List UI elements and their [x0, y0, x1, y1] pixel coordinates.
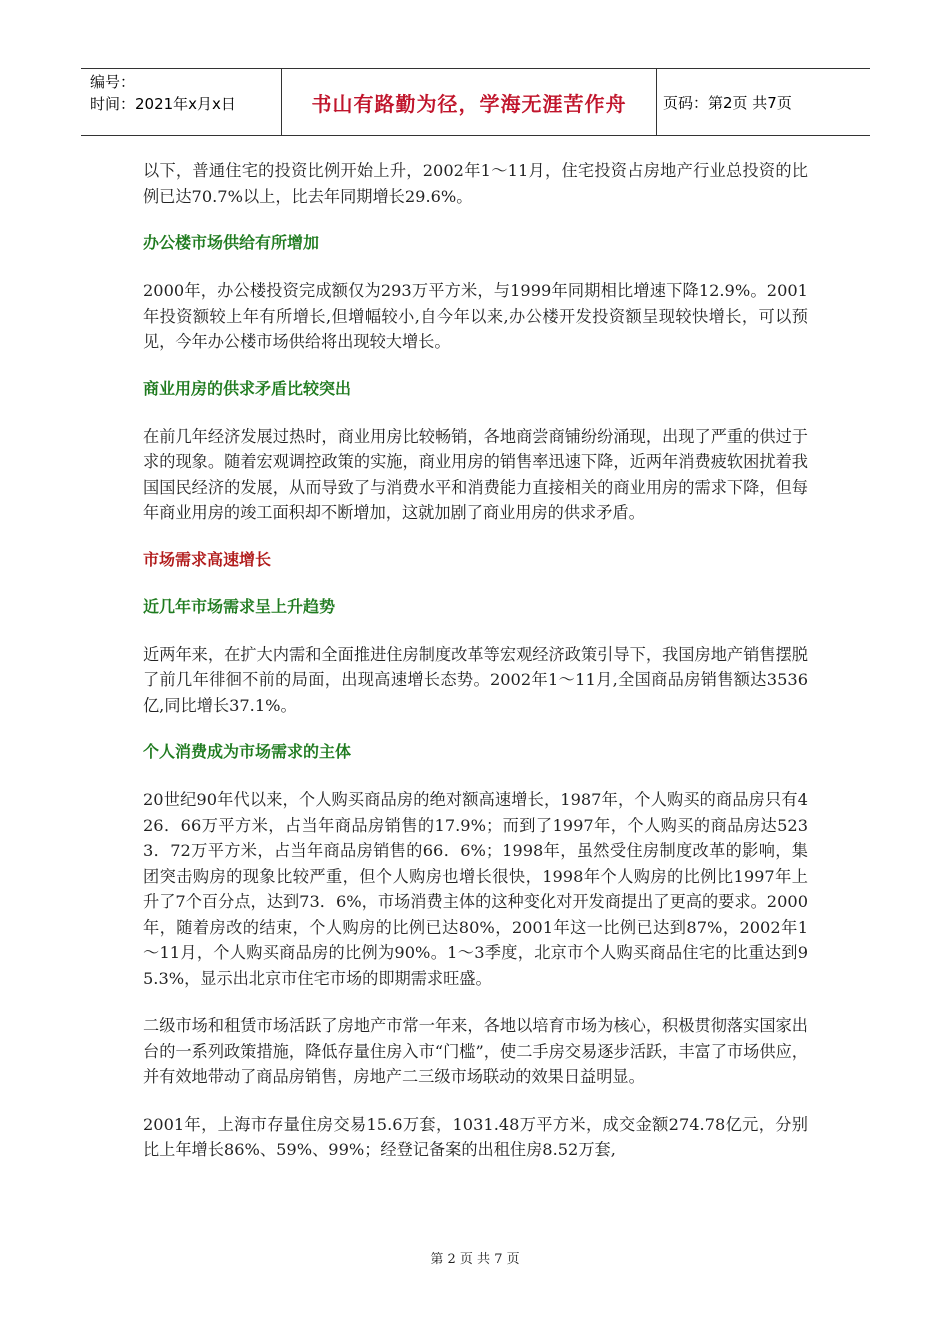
paragraph: 二级市场和租赁市场活跃了房地产市常一年来，各地以培育市场为核心，积极贯彻落实国家出台的一系列政策措施，降低存量住房入市“门槛”，使二手房交易逐步活跃，丰富了市场供应，并有效地带动了商品房销售，房地产二三级市场联动的效果日益明显。: [143, 1016, 808, 1086]
section-heading: 市场需求高速增长: [143, 549, 272, 569]
header-motto-cell: [282, 69, 657, 135]
header-number: 编号：: [90, 73, 136, 91]
section-heading: 个人消费成为市场需求的主体: [143, 742, 352, 761]
paragraph: 近两年来，在扩大内需和全面推进住房制度改革等宏观经济政策引导下，我国房地产销售摆脱了前几年徘徊不前的局面，出现高速增长态势。2002年1～11月,全国商品房销售额达3536亿,同比增长37.1%。: [143, 644, 808, 715]
paragraph: 以下，普通住宅的投资比例开始上升，2002年1～11月，住宅投资占房地产行业总投资的比例已达70.7%以上，比去年同期增长29.6%。: [143, 161, 808, 206]
paragraph: 2000年，办公楼投资完成额仅为293万平方米，与1999年同期相比增速下降12.9%。2001年投资额较上年有所增长,但增幅较小,自今年以来,办公楼开发投资额呈现较快增长，可以预见，今年办公楼市场供给将出现较大增长。: [143, 281, 808, 351]
document-body: [143, 158, 808, 1185]
section-heading: 商业用房的供求矛盾比较突出: [143, 378, 352, 398]
paragraph: 20世纪90年代以来，个人购买商品房的绝对额高速增长，1987年，个人购买的商品房只有426．66万平方米，占当年商品房销售的17.9%；而到了1997年，个人购买的商品房达5233．72万平方米，占当年商品房销售的66．6%；1998年，虽然受住房制度改革的影响，集团突击购房的现象比较严重，但个人购房也增长很快，1998年个人购房的比例比1997年上升了7个百分点，达到73．6%，市场消费主体的这种变化对开发商提出了更高的要求。2000年，随着房改的结束，个人购房的比例已达80%，2001年这一比例已达到87%，2002年1～11月，个人购买商品房的比例为90%。1～3季度，北京市个人购买商品住宅的比重达到95.3%，显示出北京市住宅市场的即期需求旺盛。: [143, 790, 808, 988]
header-time: 时间：2021年x月x日: [90, 95, 236, 113]
page-header: [81, 68, 870, 136]
header-motto: 书山有路勤为径，学海无涯苦作舟: [311, 91, 627, 116]
header-page-info: 页码：第2页 共7页: [663, 93, 792, 112]
section-heading: 近几年市场需求呈上升趋势: [143, 596, 336, 616]
paragraph: 在前几年经济发展过热时，商业用房比较畅销，各地商尝商铺纷纷涌现，出现了严重的供过于求的现象。随着宏观调控政策的实施，商业用房的销售率迅速下降，近两年消费疲软困扰着我国国民经济的发展，从而导致了与消费水平和消费能力直接相关的商业用房的需求下降，但每年商业用房的竣工面积却不断增加，这就加剧了商业用房的供求矛盾。: [143, 426, 808, 522]
page-footer: 第 2 页 共 7 页: [430, 1252, 520, 1267]
section-heading: 办公楼市场供给有所增加: [143, 233, 320, 252]
header-meta: [81, 69, 282, 135]
paragraph: 2001年，上海市存量住房交易15.6万套，1031.48万平方米，成交金额274.78亿元，分别比上年增长86%、59%、99%；经登记备案的出租住房8.52万套,: [143, 1114, 808, 1159]
